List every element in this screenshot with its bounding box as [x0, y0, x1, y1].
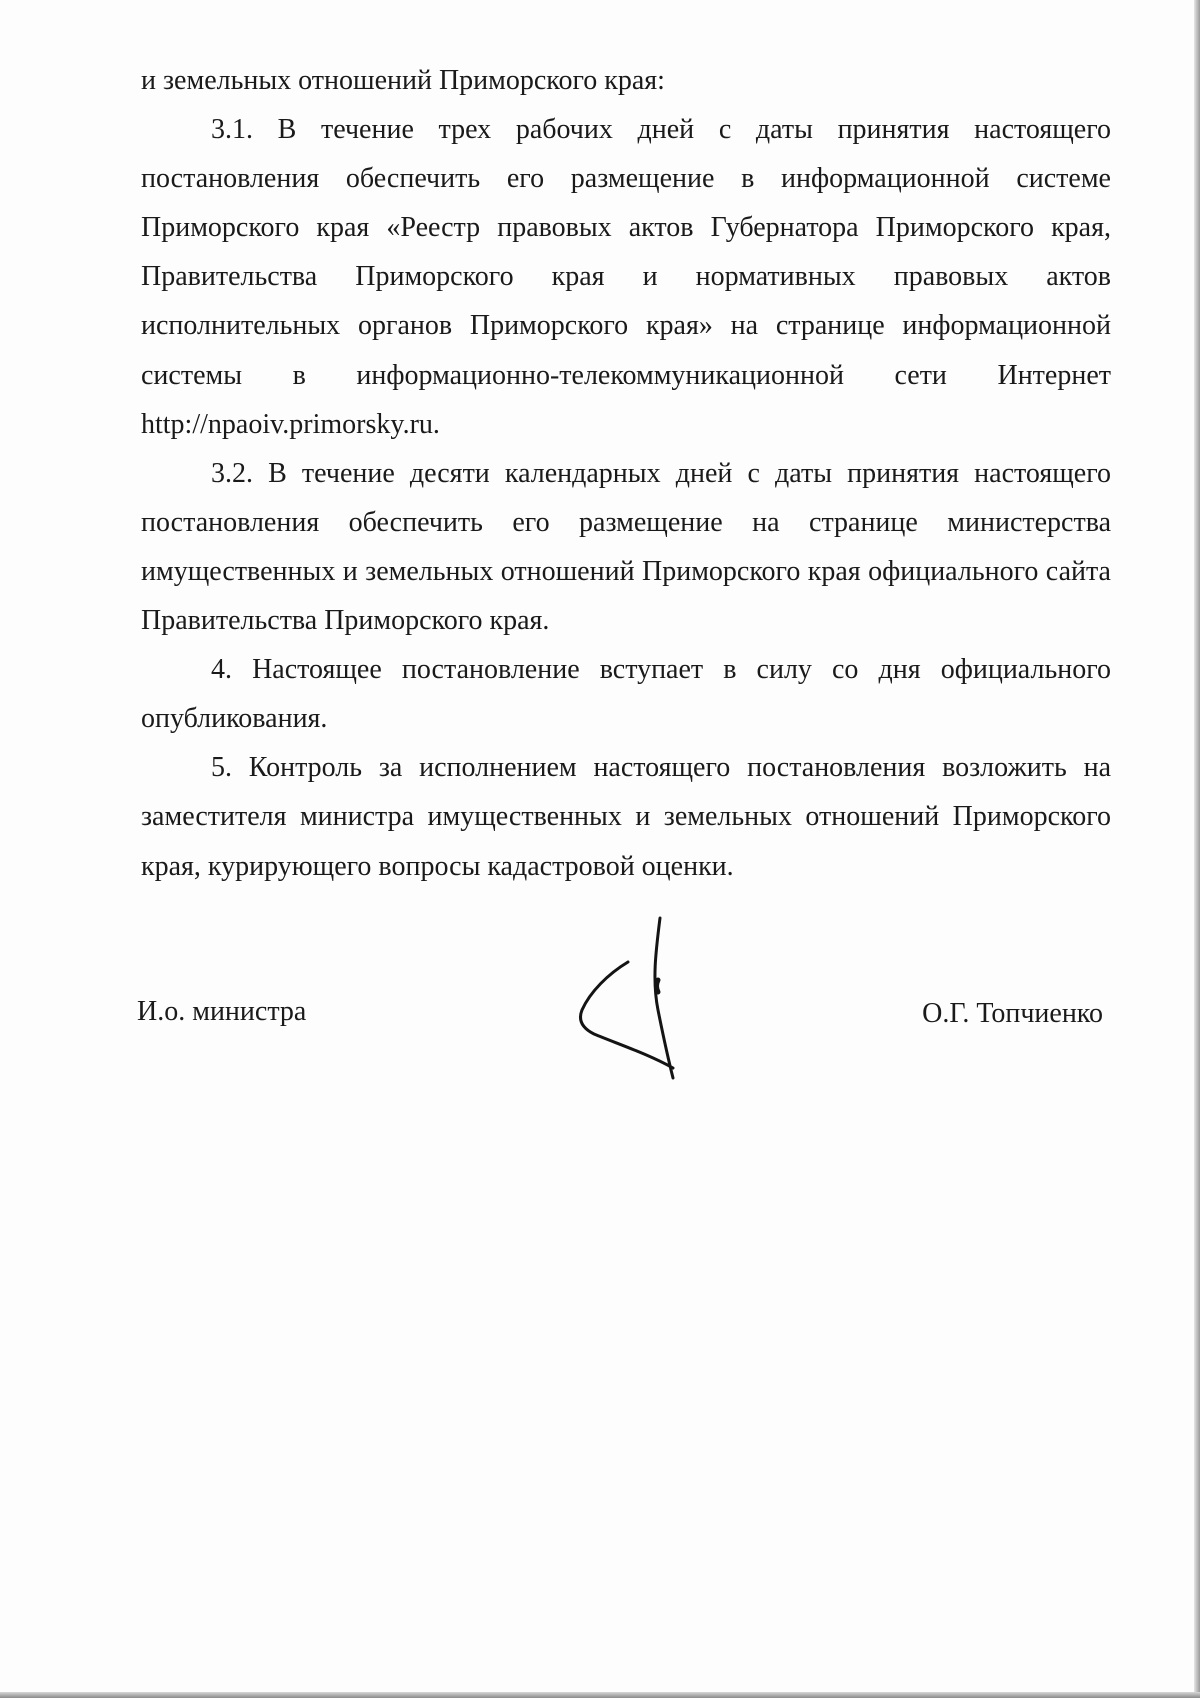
signatory-title: И.о. министра: [137, 996, 307, 1027]
paragraph-5: 5. Контроль за исполнением настоящего постановления возложить на заместителя министра имущественных и земельных отношений Приморского края, курирующего вопросы кадастровой оценки.: [141, 752, 1111, 882]
paragraph-3-1: 3.1. В течение трех рабочих дней с даты принятия настоящего постановления обеспечить его размещение в информационной системе Приморского края «Реестр правовых актов Губернатора Приморского края, Правительства Приморского края и нормативных правовых актов исполнительных органов Приморского края» на странице информационной системы в информационно-телекоммуникационной сети Интернет http://npaoiv.primorsky.ru.: [141, 114, 1111, 440]
paragraph-4: 4. Настоящее постановление вступает в силу со дня официального опубликования.: [141, 654, 1111, 735]
paragraph-3-2: 3.2. В течение десяти календарных дней с даты принятия настоящего постановления обеспечить его размещение на странице министерства имущественных и земельных отношений Приморского края официального сайта Правительства Приморского края.: [141, 457, 1111, 637]
page-right-edge: [1194, 0, 1200, 1698]
handwritten-signature: [560, 910, 740, 1090]
page-bottom-edge: [0, 1692, 1200, 1698]
signatory-name: О.Г. Топчиенко: [922, 998, 1103, 1029]
document-body: [141, 56, 1111, 891]
paragraph-continuation: и земельных отношений Приморского края:: [141, 65, 665, 96]
